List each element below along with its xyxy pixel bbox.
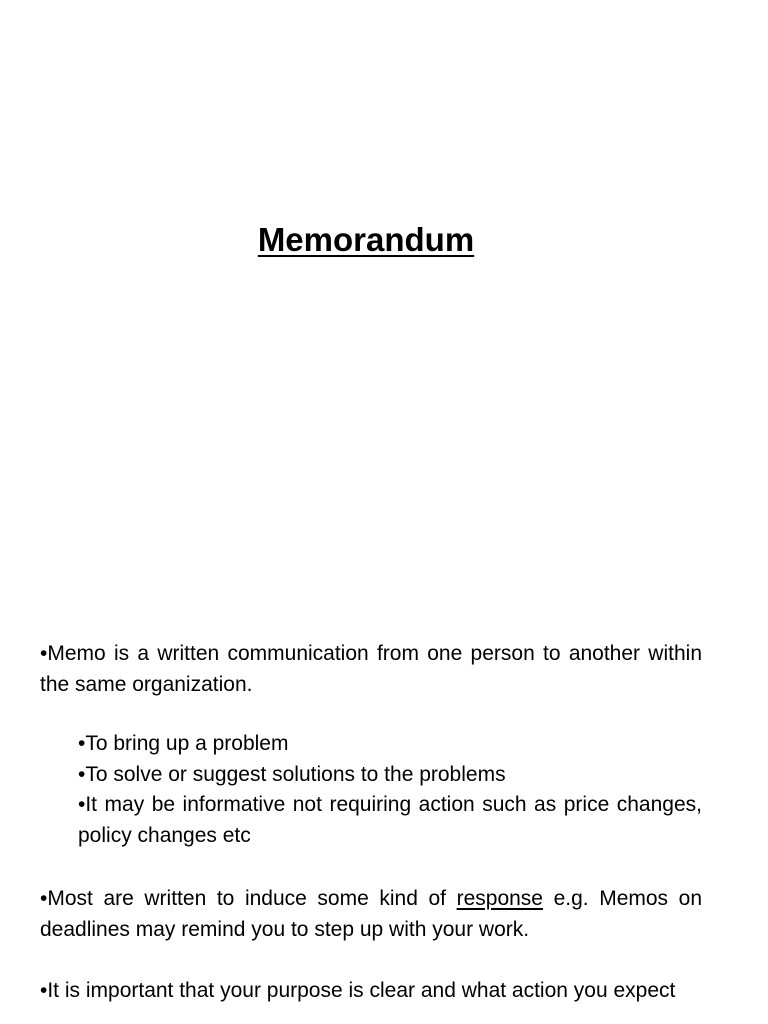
response-text-before: •Most are written to induce some kind of bbox=[40, 887, 457, 910]
purpose-item: •To solve or suggest solutions to the problems bbox=[78, 762, 506, 786]
document-title: Memorandum bbox=[257, 221, 475, 258]
purpose-list bbox=[78, 729, 702, 851]
purpose-item: •To bring up a problem bbox=[78, 732, 289, 755]
response-underlined-word: response bbox=[456, 887, 543, 910]
response-paragraph bbox=[40, 883, 702, 945]
closing-paragraph: •It is important that your purpose is clear and what action you expect bbox=[40, 979, 676, 1002]
purpose-item: •It may be informative not requiring action such as price changes, policy changes etc bbox=[78, 793, 702, 847]
memo-definition: •Memo is a written communication from one person to another within the same organization. bbox=[40, 642, 702, 696]
response-text-after: e.g. Memos on deadlines may remind you to step up with your work. bbox=[40, 887, 702, 941]
